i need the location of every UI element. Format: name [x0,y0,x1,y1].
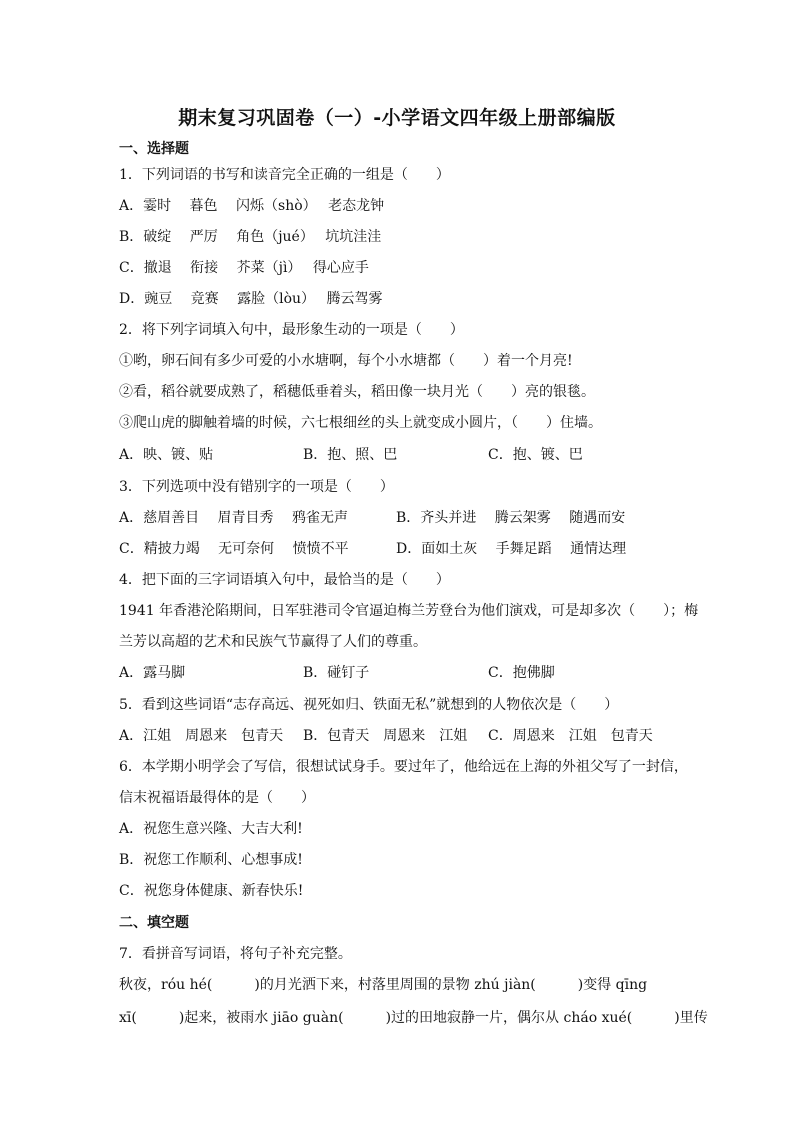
q4-option-a: A．露马脚 [119,665,186,681]
q2-stem: 2．将下列字词填入句中，最形象生动的一项是（ ） [119,322,464,338]
q1-option-b: B．破绽 严厉 角色（jué） 坑坑洼洼 [119,229,382,245]
q1-option-c: C．撤退 衔接 芥菜（jì） 得心应手 [119,260,369,276]
q2-sentence-3: ③爬山虎的脚触着墙的时候，六七根细丝的头上就变成小圆片，（ ）住墙。 [119,415,602,431]
q4-option-c: C．抱佛脚 [488,665,555,681]
q5-options [119,727,679,745]
section-heading-choice: 一、选择题 [119,141,189,157]
q2-option-b: B．抱、照、巴 [303,447,398,463]
q3-option-b: B．齐头并进 腾云架雾 随遇而安 [396,510,626,526]
q7-stem: 7．看拼音写词语，将句子补充完整。 [119,946,352,962]
q4-passage-line-1: 1941 年香港沦陷期间，日军驻港司令官逼迫梅兰芳登台为他们演戏，可是却多次（ ）；梅 [119,603,699,619]
q1-stem: 1．下列词语的书写和读音完全正确的一组是（ ） [119,167,450,183]
q3-stem: 3．下列选项中没有错别字的一项是（ ） [119,479,394,495]
q3-options-row-2 [119,540,679,558]
q4-option-b: B．碰钉子 [303,665,370,681]
q2-sentence-2: ②看，稻谷就要成熟了，稻穗低垂着头，稻田像一块月光（ ）亮的银毯。 [119,384,595,400]
q6-option-a: A．祝您生意兴隆、大吉大利! [119,821,303,837]
q7-sentence-line-1: 秋夜，róu hé( )的月光洒下来，村落里周围的景物 zhú jiàn( )变得 qīng [119,977,648,993]
q6-option-b: B．祝您工作顺利、心想事成! [119,852,303,868]
q1-option-d: D．豌豆 竞赛 露脸（lòu） 腾云驾雾 [119,291,383,307]
q2-option-a: A．映、镀、贴 [119,447,214,463]
page-title: 期末复习巩固卷（一）-小学语文四年级上册部编版 [178,107,616,129]
q3-option-a: A．慈眉善目 眉青目秀 鸦雀无声 [119,510,349,526]
q2-options [119,446,679,464]
q6-stem-line-1: 6．本学期小明学会了写信，很想试试身手。要过年了，他给远在上海的外祖父写了一封信， [119,759,688,775]
q5-option-b: B．包青天 周恩来 江姐 [303,728,468,744]
q7-sentence-line-2: xī( )起来，被雨水 jiāo guàn( )过的田地寂静一片，偶尔从 cháo xué( )里传 [119,1010,708,1026]
q5-option-a: A．江姐 周恩来 包青天 [119,728,284,744]
q3-options-row-1 [119,509,679,527]
q2-option-c: C．抱、镀、巴 [488,447,583,463]
q5-stem: 5．看到这些词语“志存高远、视死如归、铁面无私”就想到的人物依次是（ ） [119,697,619,713]
q6-option-c: C．祝您身体健康、新春快乐! [119,883,304,899]
q3-option-d: D．面如土灰 手舞足蹈 通情达理 [396,541,627,557]
q2-sentence-1: ①哟，卵石间有多少可爱的小水塘啊，每个小水塘都（ ）着一个月亮! [119,353,573,369]
q6-stem-line-2: 信末祝福语最得体的是（ ） [119,790,315,806]
q4-passage-line-2: 兰芳以高超的艺术和民族气节赢得了人们的尊重。 [119,634,427,650]
q4-stem: 4．把下面的三字词语填入句中，最恰当的是（ ） [119,572,450,588]
section-heading-fill: 二、填空题 [119,915,189,931]
q4-options [119,664,679,682]
q3-option-c: C．精披力竭 无可奈何 愤愤不平 [119,541,349,557]
q5-option-c: C．周恩来 江姐 包青天 [488,728,653,744]
q1-option-a: A．霎时 暮色 闪烁（shò） 老态龙钟 [119,198,385,214]
